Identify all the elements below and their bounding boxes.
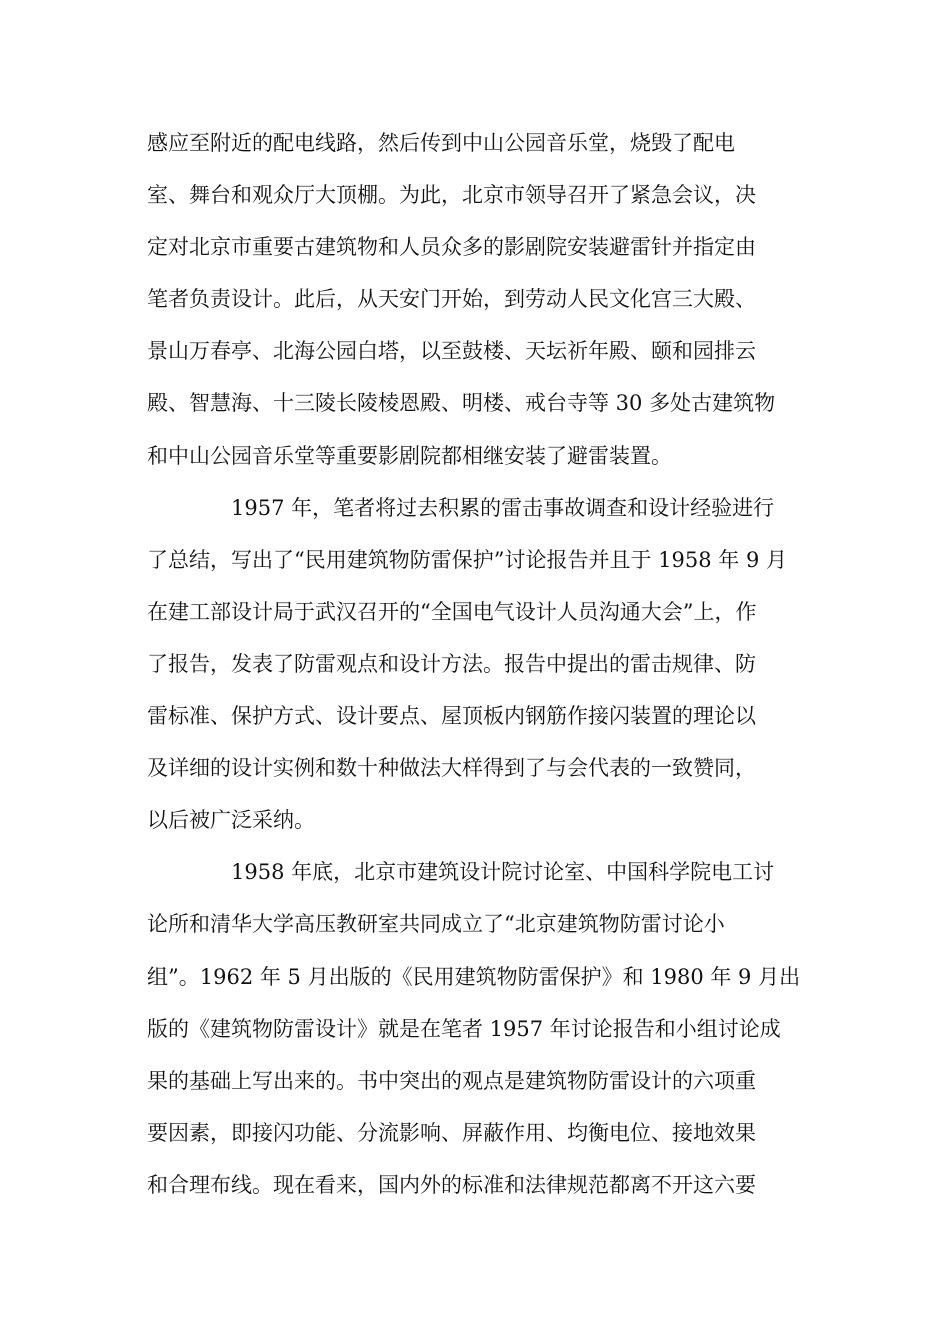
text-line: 版的《建筑物防雷设计》就是在笔者 1957 年讨论报告和小组讨论成 — [147, 1016, 781, 1041]
text-line: 笔者负责设计。此后，从天安门开始，到劳动人民文化宫三大殿、 — [147, 287, 756, 312]
text-line: 1958 年底，北京市建筑设计院讨论室、中国科学院电工讨 — [231, 860, 775, 885]
text-line: 室、舞台和观众厅大顶棚。为此，北京市领导召开了紧急会议，决 — [147, 183, 756, 208]
text-line: 雷标准、保护方式、设计要点、屋顶板内钢筋作接闪装置的理论以 — [147, 704, 756, 729]
paragraph-3 — [147, 846, 807, 1211]
text-line: 要因素，即接闪功能、分流影响、屏蔽作用、均衡电位、接地效果 — [147, 1120, 756, 1145]
text-line: 了总结，写出了“民用建筑物防雷保护”讨论报告并且于 1958 年 9 月 — [147, 547, 787, 572]
text-line: 殿、智慧海、十三陵长陵棱恩殿、明楼、戒台寺等 30 多处古建筑物 — [147, 391, 776, 416]
text-line: 论所和清华大学高压教研室共同成立了“北京建筑物防雷讨论小 — [147, 912, 725, 937]
text-line: 及详细的设计实例和数十种做法大样得到了与会代表的一致赞同， — [147, 756, 756, 781]
text-line: 果的基础上写出来的。书中突出的观点是建筑物防雷设计的六项重 — [147, 1068, 756, 1093]
paragraph-1 — [147, 117, 807, 482]
paragraph-2 — [147, 482, 807, 847]
text-line: 组”。1962 年 5 月出版的《民用建筑物防雷保护》和 1980 年 9 月出 — [147, 964, 801, 989]
text-line: 以后被广泛采纳。 — [147, 808, 315, 833]
text-line: 在建工部设计局于武汉召开的“全国电气设计人员沟通大会”上，作 — [147, 599, 757, 624]
text-line: 了报告，发表了防雷观点和设计方法。报告中提出的雷击规律、防 — [147, 651, 756, 676]
text-line: 景山万春亭、北海公园白塔，以至鼓楼、天坛祈年殿、颐和园排云 — [147, 339, 756, 364]
text-line: 感应至附近的配电线路，然后传到中山公园音乐堂，烧毁了配电 — [147, 131, 735, 155]
text-line: 1957 年，笔者将过去积累的雷击事故调查和设计经验进行 — [231, 495, 775, 520]
text-line: 定对北京市重要古建筑物和人员众多的影剧院安装避雷针并指定由 — [147, 235, 756, 260]
text-line: 和合理布线。现在看来，国内外的标准和法律规范都离不开这六要 — [147, 1172, 756, 1197]
document-body — [147, 117, 807, 1211]
text-line: 和中山公园音乐堂等重要影剧院都相继安装了避雷装置。 — [147, 443, 672, 468]
